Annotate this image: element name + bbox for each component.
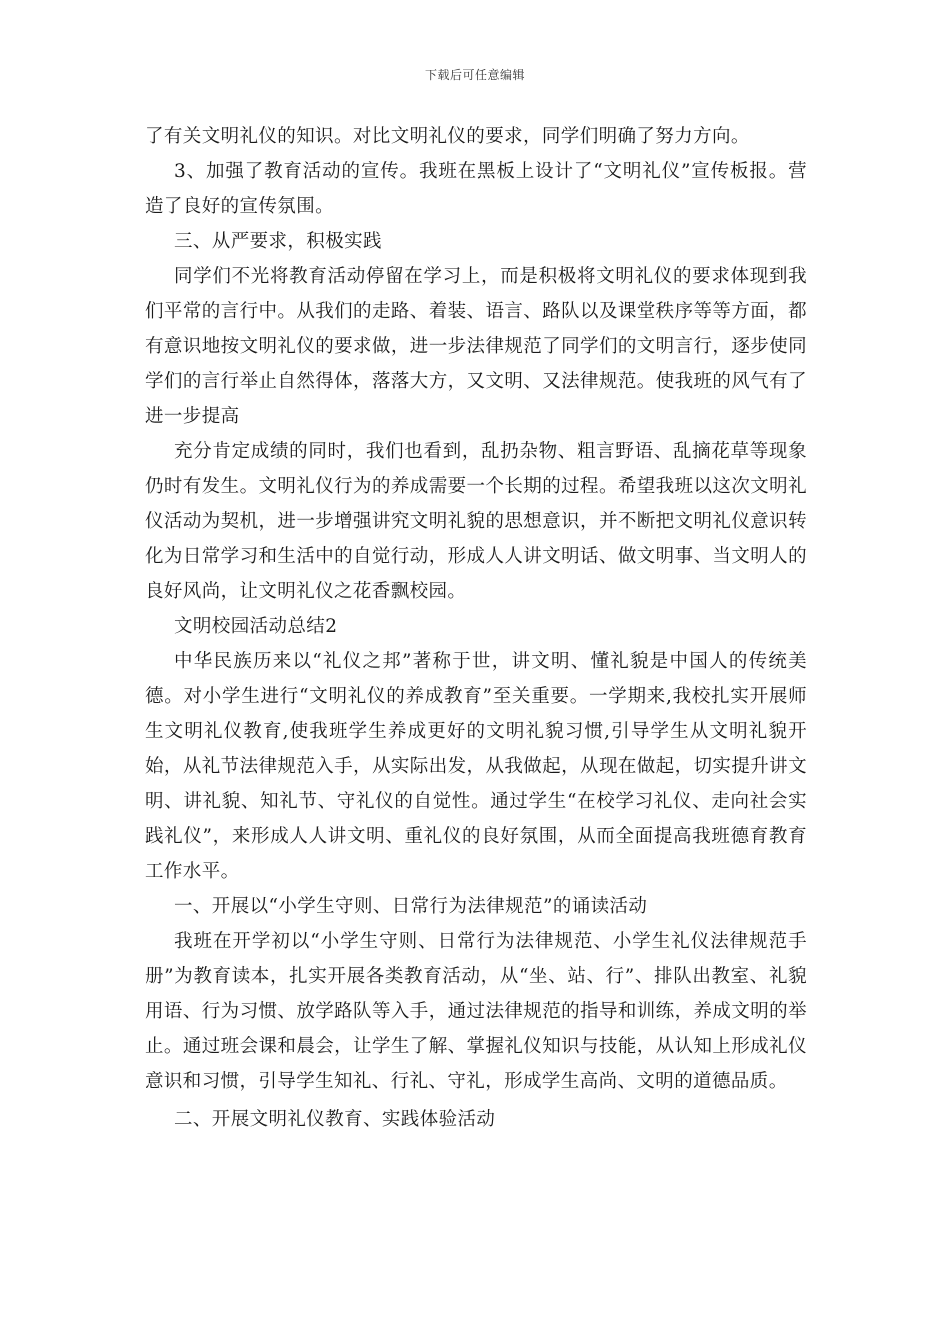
paragraph: 中华民族历来以“礼仪之邦”著称于世，讲文明、懂礼貌是中国人的传统美德。对小学生进行“文明礼仪的养成教育”至关重要。一学期来,我校扎实开展师生文明礼仪教育,使我班学生养成更好的文明礼貌习惯,引导学生从文明礼貌开始，从礼节法律规范入手，从实际出发，从我做起，从现在做起，切实提升讲文明、讲礼貌、知礼节、守礼仪的自觉性。通过学生“在校学习礼仪、走向社会实践礼仪”，来形成人人讲文明、重礼仪的良好氛围，从而全面提高我班德育教育工作水平。 [145, 651, 807, 882]
paragraph: 3、加强了教育活动的宣传。我班在黑板上设计了“文明礼仪”宣传板报。营造了良好的宣传氛围。 [145, 161, 807, 217]
document-subtitle: 文明校园活动总结2 [174, 616, 338, 637]
paragraph: 我班在开学初以“小学生守则、日常行为法律规范、小学生礼仪法律规范手册”为教育读本，扎实开展各类教育活动，从“坐、站、行”、排队出教室、礼貌用语、行为习惯、放学路队等入手，通过法律规范的指导和训练，养成文明的举止。通过班会课和晨会，让学生了解、掌握礼仪知识与技能，从认知上形成礼仪意识和习惯，引导学生知礼、行礼、守礼，形成学生高尚、文明的道德品质。 [145, 931, 807, 1092]
paragraph: 了有关文明礼仪的知识。对比文明礼仪的要求，同学们明确了努力方向。 [145, 126, 750, 147]
paragraph: 充分肯定成绩的同时，我们也看到，乱扔杂物、粗言野语、乱摘花草等现象仍时有发生。文明礼仪行为的养成需要一个长期的过程。希望我班以这次文明礼仪活动为契机，进一步增强讲究文明礼貌的思想意识，并不断把文明礼仪意识转化为日常学习和生活中的自觉行动，形成人人讲文明话、做文明事、当文明人的良好风尚，让文明礼仪之花香飘校园。 [145, 441, 807, 602]
header-note: 下载后可任意编辑 [424, 68, 525, 82]
section-heading: 二、开展文明礼仪教育、实践体验活动 [174, 1109, 496, 1130]
section-heading: 一、开展以“小学生守则、日常行为法律规范”的诵读活动 [174, 896, 648, 917]
paragraph: 同学们不光将教育活动停留在学习上，而是积极将文明礼仪的要求体现到我们平常的言行中。从我们的走路、着装、语言、路队以及课堂秩序等等方面，都有意识地按文明礼仪的要求做，进一步法律规范了同学们的文明言行，逐步使同学们的言行举止自然得体，落落大方，又文明、又法律规范。使我班的风气有了进一步提高 [145, 266, 807, 427]
section-heading: 三、从严要求，积极实践 [174, 231, 382, 252]
document-body [145, 119, 807, 1137]
